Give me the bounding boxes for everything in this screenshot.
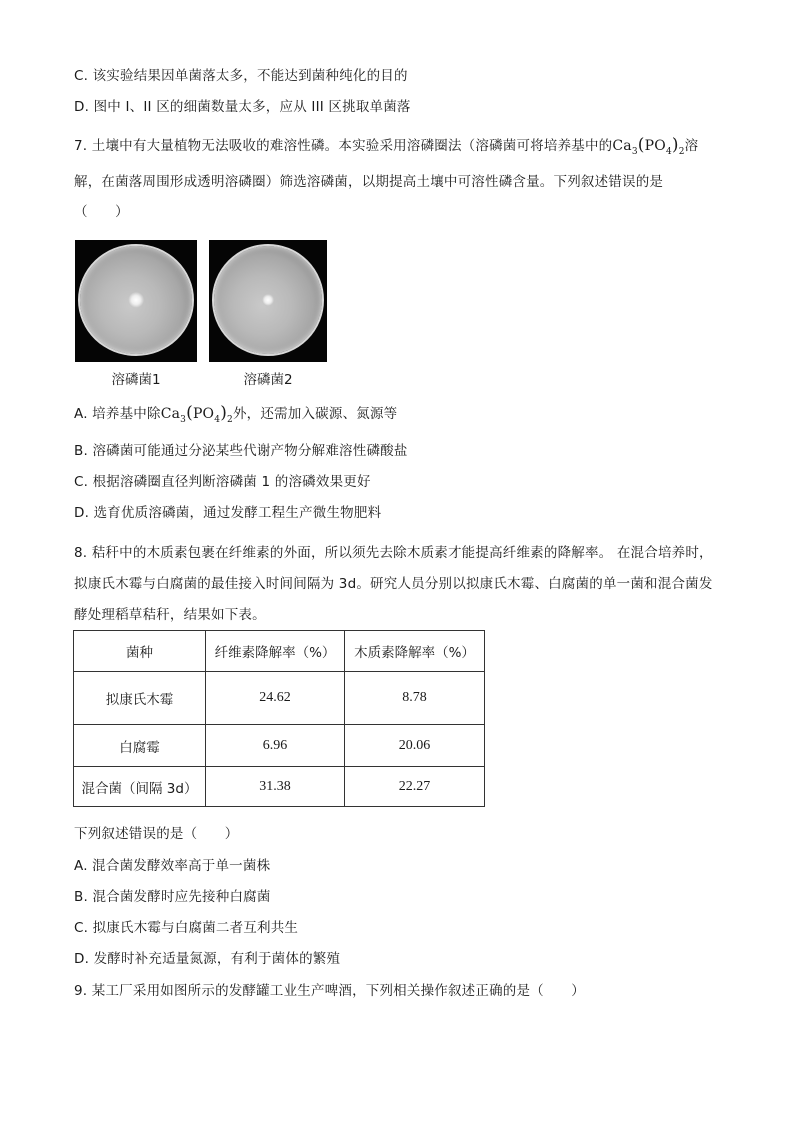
table-cell: 白腐霉 — [74, 725, 206, 767]
degradation-rate-table — [73, 630, 485, 807]
table-cell: 22.27 — [345, 767, 485, 807]
q7-stem-text: 7. 土壤中有大量植物无法吸收的难溶性磷。本实验采用溶磷圈法（溶磷菌可将培养基中的 — [74, 138, 613, 154]
q8-option-b: B. 混合菌发酵时应先接种白腐菌 — [74, 889, 271, 905]
q7-stem-line1 — [74, 136, 698, 161]
dish-2-label: 溶磷菌2 — [243, 372, 293, 388]
colony-2 — [262, 294, 274, 306]
table-row — [74, 725, 485, 767]
q7-answer-bracket: （ ） — [74, 204, 129, 220]
q9-stem-line1: 9. 某工厂采用如图所示的发酵罐工业生产啤酒，下列相关操作叙述正确的是（ ） — [74, 983, 585, 999]
q8-question: 下列叙述错误的是（ ） — [74, 826, 239, 842]
petri-dish-2-image — [209, 240, 327, 362]
header-lignin: 木质素降解率（%） — [345, 631, 485, 672]
table-cell: 20.06 — [345, 725, 485, 767]
table-cell: 拟康氏木霉 — [74, 672, 206, 725]
petri-dish-2-figure — [209, 240, 327, 388]
colony-1 — [128, 292, 144, 308]
formula-ca3po42-option: $Ca_3(PO_4)_2$ — [160, 403, 233, 425]
table-cell: 31.38 — [206, 767, 345, 807]
table-cell: 混合菌（间隔 3d） — [74, 767, 206, 807]
q7-option-c: C. 根据溶磷圈直径判断溶磷菌 1 的溶磷效果更好 — [74, 474, 371, 490]
petri-dish-1-image — [75, 240, 197, 362]
table-header-row — [74, 631, 485, 672]
dish-1-label: 溶磷菌1 — [111, 372, 161, 388]
q7-option-a: A. 培养基中除$Ca_3(PO_4)_2$外，还需加入碳源、氮源等 — [74, 403, 398, 425]
table-row — [74, 672, 485, 725]
table-cell: 8.78 — [345, 672, 485, 725]
table-cell: 6.96 — [206, 725, 345, 767]
q7-option-d: D. 选育优质溶磷菌，通过发酵工程生产微生物肥料 — [74, 505, 382, 521]
q7-stem-tail: 溶 — [684, 138, 699, 154]
q8-option-d: D. 发酵时补充适量氮源，有利于菌体的繁殖 — [74, 951, 341, 967]
q6-option-d: D. 图中 I、II 区的细菌数量太多，应从 III 区挑取单菌落 — [74, 99, 411, 115]
table-cell: 24.62 — [206, 672, 345, 725]
formula-ca3po42: $Ca_3(PO_4)_2$ — [612, 135, 685, 157]
q8-option-a: A. 混合菌发酵效率高于单一菌株 — [74, 858, 271, 874]
table-row — [74, 767, 485, 807]
q7-stem-line2: 解，在菌落周围形成透明溶磷圈）筛选溶磷菌，以期提高土壤中可溶性磷含量。下列叙述错误的是 — [74, 174, 664, 190]
header-strain: 菌种 — [74, 631, 206, 672]
q7-option-b: B. 溶磷菌可能通过分泌某些代谢产物分解难溶性磷酸盐 — [74, 443, 408, 459]
q8-stem-line1: 8. 秸秆中的木质素包裹在纤维素的外面，所以须先去除木质素才能提高纤维素的降解率。 在混合培养时， — [74, 545, 713, 561]
q8-stem-line3: 酵处理稻草秸秆，结果如下表。 — [74, 607, 266, 623]
q6-option-c: C. 该实验结果因单菌落太多，不能达到菌种纯化的目的 — [74, 68, 408, 84]
q8-option-c: C. 拟康氏木霉与白腐菌二者互利共生 — [74, 920, 299, 936]
header-cellulose: 纤维素降解率（%） — [206, 631, 345, 672]
petri-dish-1-figure — [75, 240, 197, 388]
q8-stem-line2: 拟康氏木霉与白腐菌的最佳接入时间间隔为 3d。研究人员分别以拟康氏木霉、白腐菌的单一菌和混合菌发 — [74, 576, 713, 592]
